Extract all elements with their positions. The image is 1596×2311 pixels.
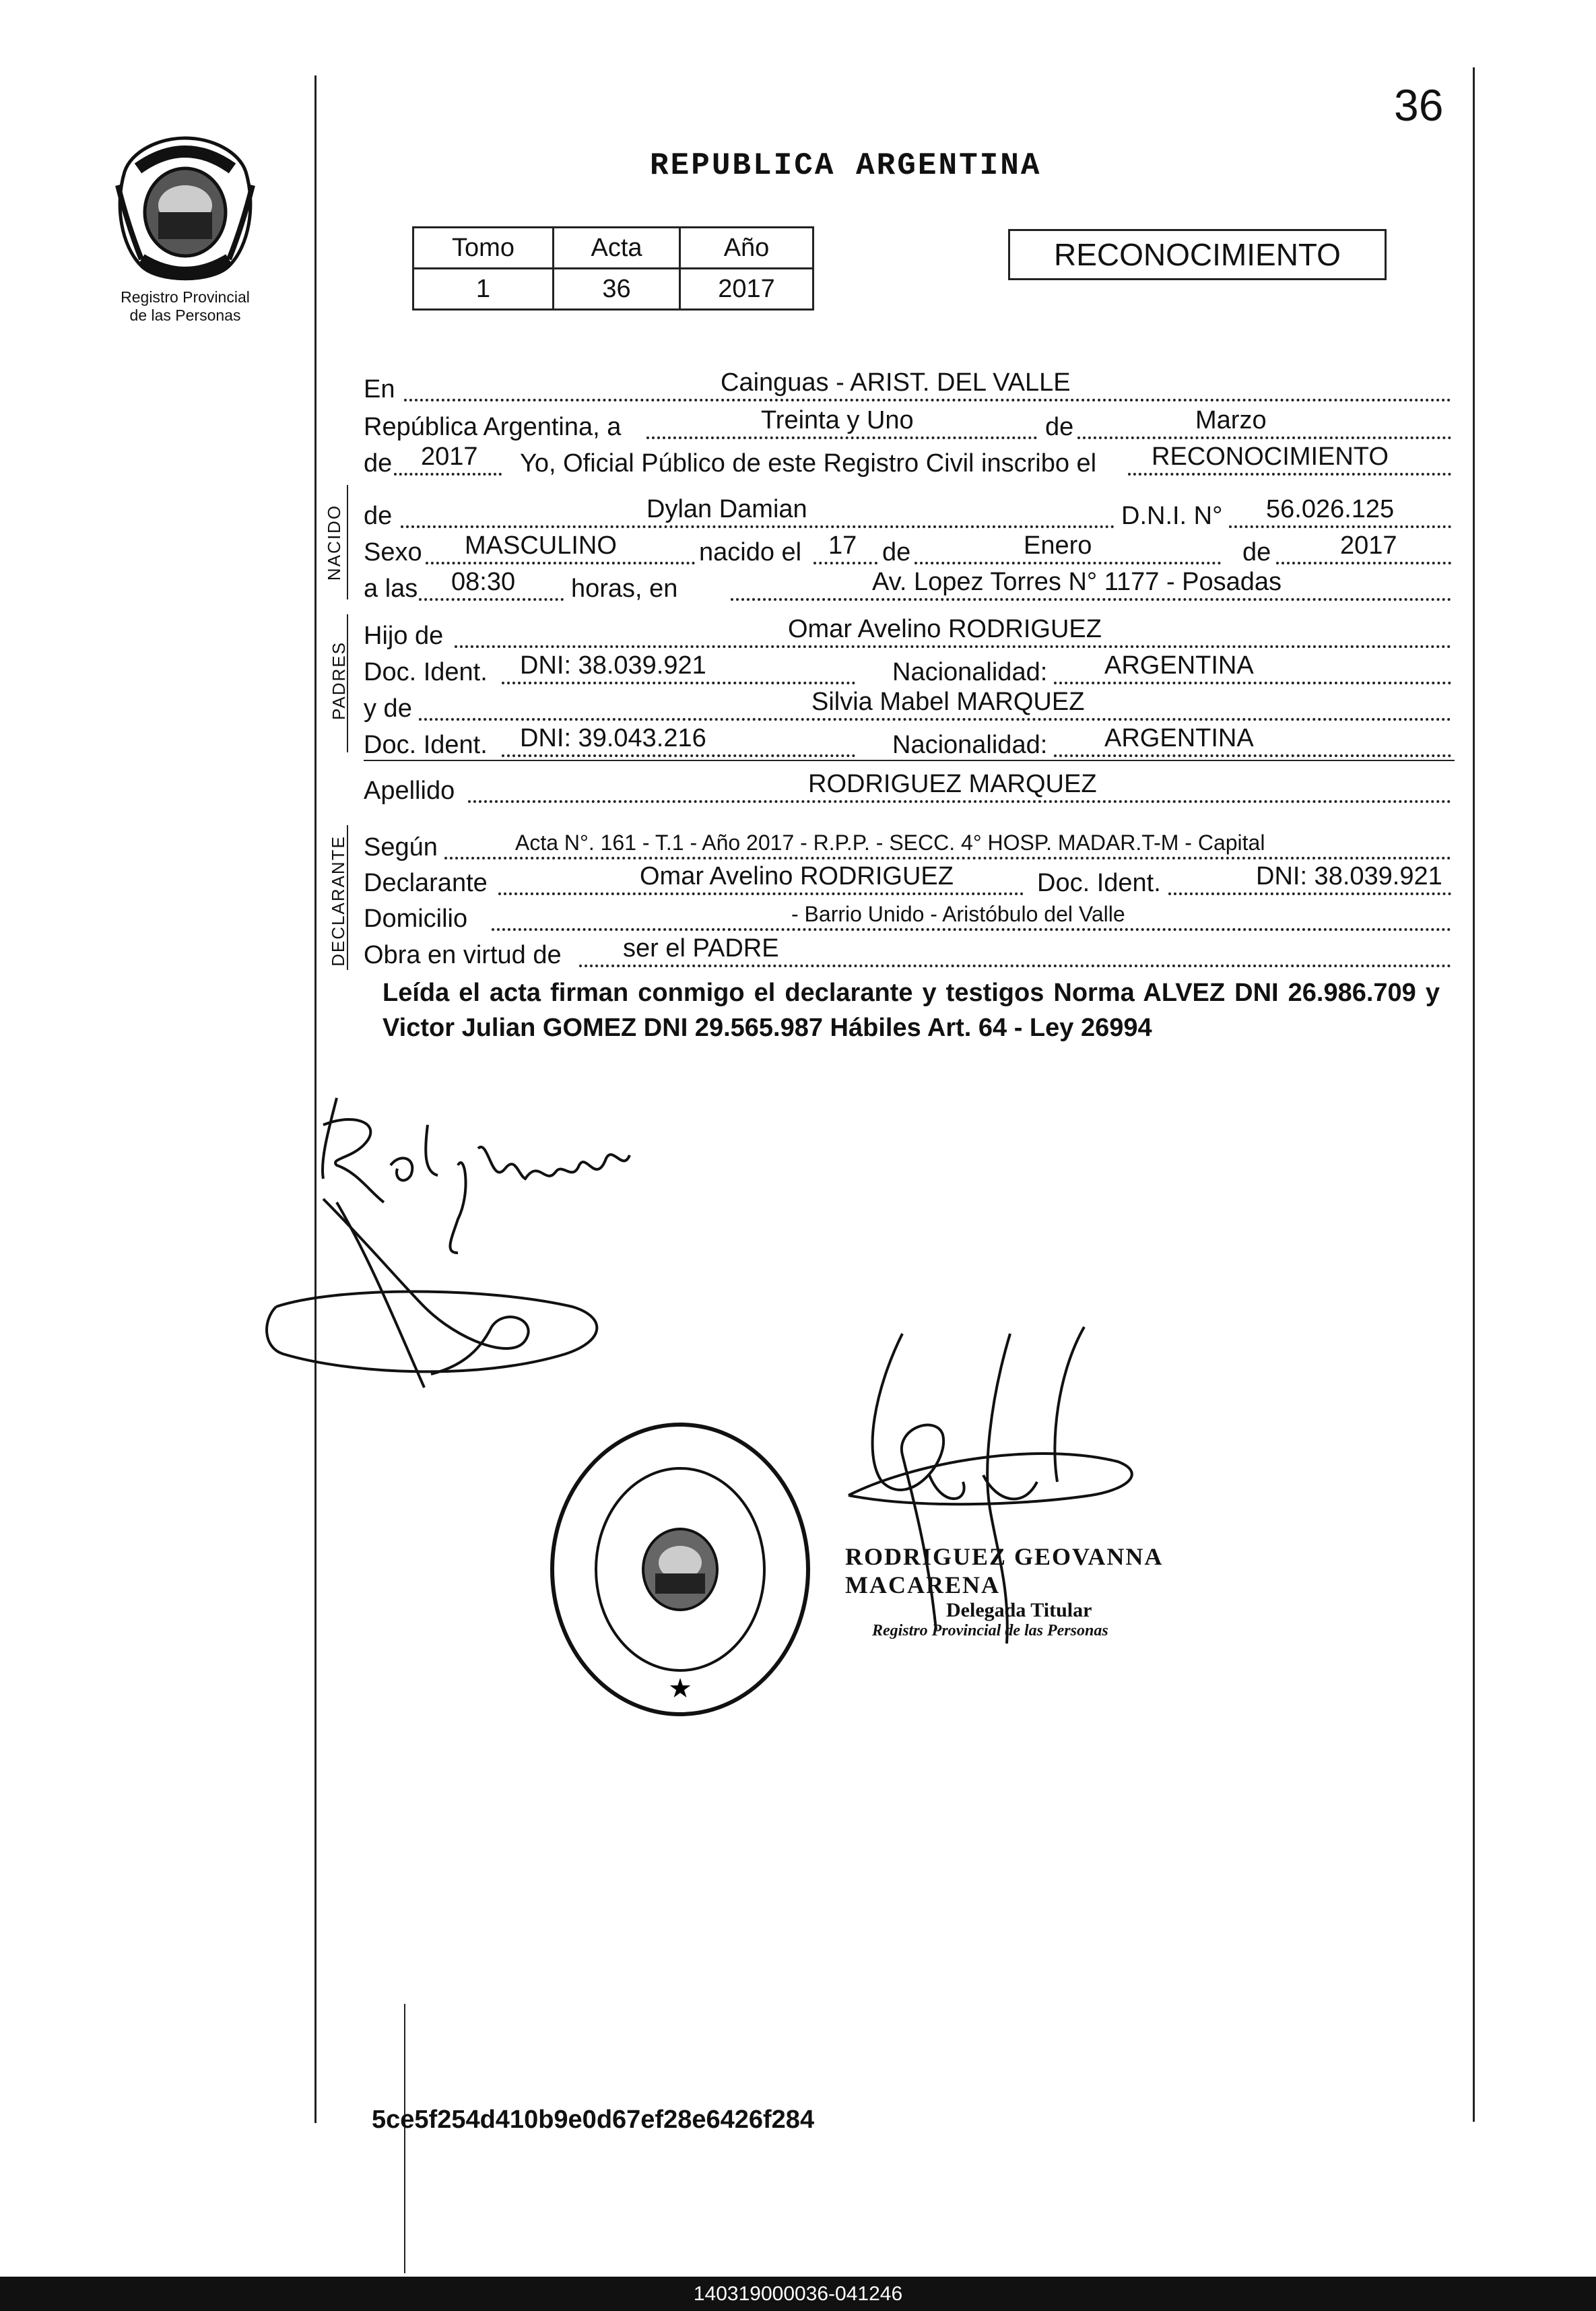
horas-label: horas, en (571, 575, 678, 603)
date-row (364, 406, 1455, 443)
footer-code: 140319000036-041246 (0, 2277, 1596, 2311)
official-registry: Registro Provincial de las Personas (872, 1622, 1108, 1639)
declarant-name: Omar Avelino RODRIGUEZ (640, 862, 954, 890)
registry-caption-line2: de las Personas (129, 306, 241, 324)
registry-caption (94, 288, 276, 325)
anio-value: 2017 (680, 269, 813, 310)
mother-nationality: ARGENTINA (1104, 724, 1254, 752)
sexo-value: MASCULINO (465, 531, 617, 560)
domicilio-label: Domicilio (364, 905, 468, 933)
declarant-doc: DNI: 38.039.921 (1256, 862, 1442, 890)
birth-year: 2017 (1340, 531, 1397, 560)
tomo-header: Tomo (413, 228, 554, 269)
date-de-label: de (1045, 413, 1074, 441)
birth-place: Av. Lopez Torres N° 1177 - Posadas (872, 568, 1282, 596)
sexo-label: Sexo (364, 538, 422, 566)
nacido-sex-row (364, 531, 1455, 568)
year-value: 2017 (421, 443, 478, 471)
hijo-de-label: Hijo de (364, 622, 444, 650)
segun-row (364, 830, 1455, 864)
document-title: REPUBLICA ARGENTINA (650, 148, 1042, 183)
dni-label: D.N.I. N° (1121, 502, 1223, 530)
declarante-side-label: DECLARANTE (327, 835, 348, 967)
surname-row (364, 770, 1455, 807)
registry-emblem-icon (111, 131, 259, 293)
y-de-label: y de (364, 694, 412, 723)
section-divider (364, 760, 1455, 761)
registry-caption-line1: Registro Provincial (121, 288, 250, 306)
domicile-row (364, 901, 1455, 935)
nacido-side-label: NACIDO (324, 504, 345, 581)
nacido-name-row (364, 495, 1455, 532)
father-doc-label: Doc. Ident. (364, 658, 488, 686)
book-reference-table (412, 226, 814, 311)
segun-value: Acta N°. 161 - T.1 - Año 2017 - R.P.P. - SECC. 4° HOSP. MADAR.T-M - Capital (515, 831, 1265, 855)
obra-value: ser el PADRE (623, 934, 779, 963)
statement-text: Yo, Oficial Público de este Registro Civil inscribo el (520, 449, 1097, 478)
birth-hour: 08:30 (451, 568, 516, 596)
mother-doc: DNI: 39.043.216 (520, 724, 706, 752)
father-doc: DNI: 38.039.921 (520, 651, 706, 680)
record-type-box: RECONOCIMIENTO (1008, 229, 1387, 280)
closing-statement: Leída el acta firman conmigo el declarante y testigos Norma ALVEZ DNI 26.986.709 y Victor Julian GOMEZ DNI 29.565.987 Hábiles Art. 64 - Ley 26994 (383, 979, 1440, 1042)
document-hash: 5ce5f254d410b9e0d67ef28e6426f284 (372, 2106, 815, 2134)
a-las-label: a las (364, 575, 418, 603)
acta-header: Acta (554, 228, 680, 269)
surname-value: RODRIGUEZ MARQUEZ (808, 770, 1097, 798)
birth-de-year-label: de (1242, 538, 1271, 566)
country-label: República Argentina, a (364, 413, 622, 441)
mother-name-row (364, 688, 1455, 725)
padres-side-label: PADRES (329, 641, 349, 720)
act-value: RECONOCIMIENTO (1152, 443, 1389, 471)
acta-value: 36 (554, 269, 680, 310)
domicile-value: - Barrio Unido - Aristóbulo del Valle (791, 902, 1125, 926)
day-value: Treinta y Uno (761, 406, 914, 434)
child-dni: 56.026.125 (1266, 495, 1395, 523)
father-name: Omar Avelino RODRIGUEZ (788, 615, 1102, 643)
father-nat-label: Nacionalidad: (892, 658, 1048, 686)
place-row (364, 368, 1455, 405)
official-role: Delegada Titular (946, 1599, 1092, 1621)
mother-doc-row (364, 724, 1455, 761)
mother-doc-label: Doc. Ident. (364, 731, 488, 759)
nacido-el-label: nacido el (699, 538, 802, 566)
segun-label: Según (364, 833, 438, 861)
nacido-place-row (364, 568, 1455, 605)
page-number: 36 (1394, 80, 1444, 130)
obra-row (364, 934, 1455, 971)
birth-de-label: de (882, 538, 911, 566)
declarant-doc-label: Doc. Ident. (1037, 869, 1161, 897)
year-de-label: de (364, 449, 393, 478)
statement-row (364, 443, 1455, 480)
registry-seal-icon (542, 1414, 818, 1724)
right-margin-line (1473, 67, 1475, 2122)
father-doc-row (364, 651, 1455, 688)
declarante-label: Declarante (364, 869, 488, 897)
binding-line (404, 2004, 405, 2273)
official-stamp (845, 1542, 1290, 1640)
birth-month: Enero (1024, 531, 1092, 560)
nacido-de-label: de (364, 502, 393, 530)
official-name: RODRIGUEZ GEOVANNA MACARENA (845, 1543, 1162, 1598)
obra-label: Obra en virtud de (364, 941, 562, 969)
mother-nat-label: Nacionalidad: (892, 731, 1048, 759)
month-value: Marzo (1195, 406, 1267, 434)
anio-header: Año (680, 228, 813, 269)
svg-text:★: ★ (668, 1673, 692, 1704)
place-label: En (364, 375, 395, 403)
birth-day: 17 (828, 531, 857, 560)
declarant-signature (256, 1084, 741, 1408)
mother-name: Silvia Mabel MARQUEZ (811, 688, 1085, 716)
tomo-value: 1 (413, 269, 554, 310)
child-name: Dylan Damian (646, 495, 807, 523)
apellido-label: Apellido (364, 777, 455, 805)
father-name-row (364, 615, 1455, 652)
father-nationality: ARGENTINA (1104, 651, 1254, 680)
declarant-row (364, 862, 1455, 899)
place-value: Cainguas - ARIST. DEL VALLE (721, 368, 1071, 397)
